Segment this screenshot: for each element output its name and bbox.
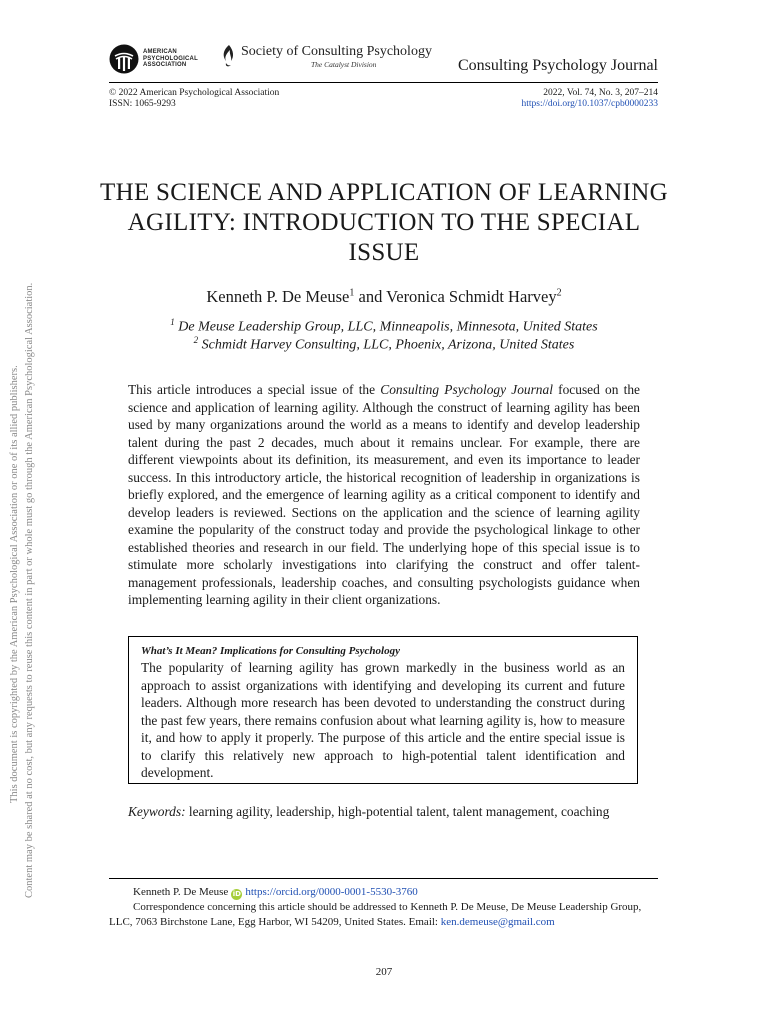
implications-title: What’s It Mean? Implications for Consulting Psychology bbox=[141, 645, 400, 657]
page-number: 207 bbox=[375, 966, 393, 978]
footnote-rule bbox=[109, 878, 658, 879]
author-separator: and bbox=[354, 287, 387, 306]
author-1: Kenneth P. De Meuse bbox=[206, 287, 350, 306]
implications-text: The popularity of learning agility has grown markedly in the business world as an approach to assist organizations with identifying and developing its current and future leaders. Although more research has been devoted to understanding the construct during the past few years, there remains confusion about what learning agility is, how to measure it, and how to apply it properly. The purpose of this article and the entire special issue is to clarify this relatively new approach to high-potential talent identification and development. bbox=[141, 660, 625, 780]
keywords bbox=[128, 803, 640, 821]
orcid-link[interactable]: https://orcid.org/0000-0001-5530-3760 bbox=[245, 886, 418, 898]
scp-logo bbox=[220, 44, 432, 69]
footnote bbox=[109, 885, 658, 929]
scp-name: Society of Consulting Psychology bbox=[241, 44, 432, 59]
orcid-icon[interactable]: iD bbox=[232, 890, 241, 898]
apa-emblem-icon bbox=[109, 44, 139, 74]
scp-subtitle: The Catalyst Division bbox=[311, 60, 377, 69]
doi-link[interactable]: https://doi.org/10.1037/cpb0000233 bbox=[521, 98, 658, 109]
footnote-author: Kenneth P. De Meuse bbox=[133, 886, 229, 898]
header-rule bbox=[109, 82, 658, 83]
issn-line: ISSN: 1065-9293 bbox=[109, 98, 176, 109]
email-link[interactable]: ken.demeuse@gmail.com bbox=[440, 915, 555, 928]
correspondence: Correspondence concerning this article should be addressed to Kenneth P. De Meuse, De Meuse Leadership Group, LLC, 7063 Birchstone Lane, Egg Harbor, WI 54209, United States. Email: ken.demeuse@gmail.com bbox=[109, 901, 642, 928]
affiliation-1: $^1$ De Meuse Leadership Group, LLC, Minneapolis, Minnesota, United States bbox=[170, 317, 598, 335]
publication-info-left bbox=[109, 88, 279, 109]
orcid-line bbox=[109, 885, 658, 900]
volume-line: 2022, Vol. 74, No. 3, 207–214 bbox=[543, 88, 658, 98]
keywords-label: Keywords: bbox=[128, 804, 186, 819]
apa-logo-text: AMERICAN PSYCHOLOGICAL ASSOCIATION bbox=[143, 49, 198, 69]
publication-info-right bbox=[521, 88, 658, 109]
abstract-journal-name: Consulting Psychology Journal bbox=[380, 382, 553, 397]
author-1-sup: 1 bbox=[349, 287, 355, 299]
implications-box bbox=[128, 636, 638, 784]
keywords-list: learning agility, leadership, high-potential talent, talent management, coaching bbox=[188, 804, 610, 819]
copyright-line: © 2022 American Psychological Association bbox=[109, 88, 280, 98]
apa-logo bbox=[109, 44, 198, 74]
article-title: THE SCIENCE AND APPLICATION OF LEARNING AGILITY: INTRODUCTION TO THE SPECIAL ISSUE bbox=[100, 179, 668, 266]
scp-flame-icon bbox=[220, 44, 236, 68]
author-list bbox=[0, 287, 768, 307]
affiliation-2: $^2$ Schmidt Harvey Consulting, LLC, Phoenix, Arizona, United States bbox=[193, 335, 575, 353]
abstract: This article introduces a special issue of the Consulting Psychology Journal focused on the science and application of learning agility. Although the construct of learning agility has been used by many organizations around the world as a means to identify and develop leadership talent during the past 2 decades, much about it remains unclear. For example, there are different viewpoints about its definition, its measurement, and even its importance to leader success. In this introductory article, the historical recognition of leadership in organizations is briefly explored, and the emergence of learning agility as a critical component to identify and develop leaders is reviewed. Sections on the application and the science of learning agility examine the popularity of the construct today and provide the psychological linkage to other established theories and research in our field. The underlying hope of this special issue is to stimulate more scholarly investigations into clarifying the construct and offer talent-management professionals, leadership coaches, and consulting psychologists guidance when implementing learning agility in their client organizations. bbox=[128, 382, 641, 607]
author-2-sup: 2 bbox=[556, 287, 562, 299]
author-2: Veronica Schmidt Harvey bbox=[386, 287, 557, 306]
copyright-notice-line2: Content may be shared at no cost, but any requests to reuse this content in part or whole must go through the American Psychological Association. bbox=[24, 282, 35, 898]
copyright-notice-line1: This document is copyrighted by the American Psychological Association or one of its allied publishers. bbox=[9, 365, 20, 803]
journal-name: Consulting Psychology Journal bbox=[457, 57, 658, 74]
